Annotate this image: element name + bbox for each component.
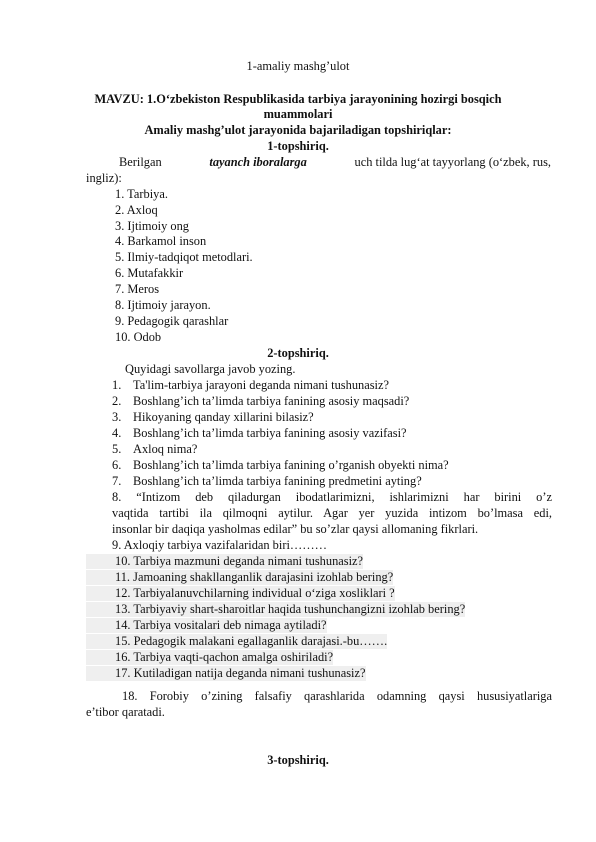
term-item: 10. Odob (115, 330, 162, 344)
question-number: 5. (112, 442, 122, 456)
task1-intro-continued: ingliz): (86, 171, 122, 185)
question-text: Boshlang’ich ta’limda tarbiya fanining o’rganish obyekti nima? (133, 458, 449, 472)
question-item (112, 474, 422, 489)
question-item (112, 426, 407, 441)
question-text: Boshlang’ich ta’limda tarbiya fanining asosiy vazifasi? (133, 426, 407, 440)
question-highlighted: 11. Jamoaning shakllanganlik darajasini izohlab bering? (86, 570, 393, 585)
question-8-line3: insonlar bir daqiqa yasholmas edilar” bu so’zlar qaysi allomaning fikrlari. (112, 522, 479, 536)
term-item: 7. Meros (115, 282, 160, 296)
question-18-line2: e’tibor qaratadi. (86, 705, 165, 719)
term-item: 1. Tarbiya. (115, 187, 168, 201)
question-item (112, 410, 314, 425)
question-item (112, 378, 389, 393)
document-heading: 1-amaliy mashg’ulot (246, 59, 350, 73)
question-highlighted: 16. Tarbiya vaqti-qachon amalga oshiriladi? (86, 650, 333, 665)
question-text: Hikoyaning qanday xillarini bilasiz? (133, 410, 314, 424)
question-number: 7. (112, 474, 122, 488)
question-highlighted: 12. Tarbiyalanuvchilarning individual o‘ziga xosliklari ? (86, 586, 395, 601)
question-number: 6. (112, 458, 122, 472)
task1-intro (119, 155, 551, 170)
question-number: 2. (112, 394, 122, 408)
term-item: 9. Pedagogik qarashlar (115, 314, 229, 328)
question-highlighted: 15. Pedagogik malakani egallaganlik darajasi.-bu……. (86, 634, 387, 649)
question-8-line2: vaqtida tartibi ila qilmoqni aytilur. Agar yer yuzida intizom bo’lmasa edi, (112, 506, 552, 520)
question-text: Boshlang’ich ta’limda tarbiya fanining asosiy maqsadi? (133, 394, 410, 408)
topic-title-line1: MAVZU: 1.O‘zbekiston Respublikasida tarbiya jarayonining hozirgi bosqich (94, 92, 502, 106)
question-number: 3. (112, 410, 122, 424)
task2-title: 2-topshiriq. (267, 346, 329, 360)
question-number: 4. (112, 426, 122, 440)
task3-title: 3-topshiriq. (267, 753, 329, 767)
question-text: Ta'lim-tarbiya jarayoni deganda nimani tushunasiz? (133, 378, 389, 392)
question-highlighted: 10. Tarbiya mazmuni deganda nimani tushunasiz? (86, 554, 363, 569)
question-item (112, 394, 409, 409)
question-9: 9. Axloqiy tarbiya vazifalaridan biri……… (112, 538, 328, 552)
task1-intro-start: Berilgan (119, 155, 162, 169)
question-number: 1. (112, 378, 122, 392)
question-18-line1: 18. Forobiy o’zining falsafiy qarashlarida odamning qaysi hususiyatlariga (122, 689, 552, 703)
task2-intro: Quyidagi savollarga javob yozing. (125, 362, 296, 376)
term-item: 8. Ijtimoiy jarayon. (115, 298, 211, 312)
term-item: 4. Barkamol inson (115, 234, 207, 248)
question-highlighted: 13. Tarbiyaviy shart-sharoitlar haqida tushunchangizni izohlab bering? (86, 602, 465, 617)
question-8-line1: 8. “Intizom deb qiladurgan ibodatlarimizni, ishlarimizni har birini o’z (112, 490, 552, 504)
question-item (112, 442, 197, 457)
topic-title-line2: muammolari (263, 107, 333, 121)
term-item: 6. Mutafakkir (115, 266, 184, 280)
term-item: 2. Axloq (115, 203, 158, 217)
term-item: 3. Ijtimoiy ong (115, 219, 189, 233)
question-highlighted: 17. Kutiladigan natija deganda nimani tushunasiz? (86, 666, 366, 681)
task1-intro-end: uch tilda lug‘at tayyorlang (o‘zbek, rus, (354, 155, 551, 169)
task1-title: 1-topshiriq. (267, 139, 329, 153)
question-text: Boshlang’ich ta’limda tarbiya fanining predmetini ayting? (133, 474, 422, 488)
term-item: 5. Ilmiy-tadqiqot metodlari. (115, 250, 253, 264)
question-text: Axloq nima? (133, 442, 198, 456)
tasks-subtitle: Amaliy mashg’ulot jarayonida bajariladigan topshiriqlar: (144, 123, 452, 137)
question-item (112, 458, 449, 473)
question-highlighted: 14. Tarbiya vositalari deb nimaga aytiladi? (86, 618, 327, 633)
task1-intro-emphasis: tayanch iboralarga (209, 155, 307, 169)
